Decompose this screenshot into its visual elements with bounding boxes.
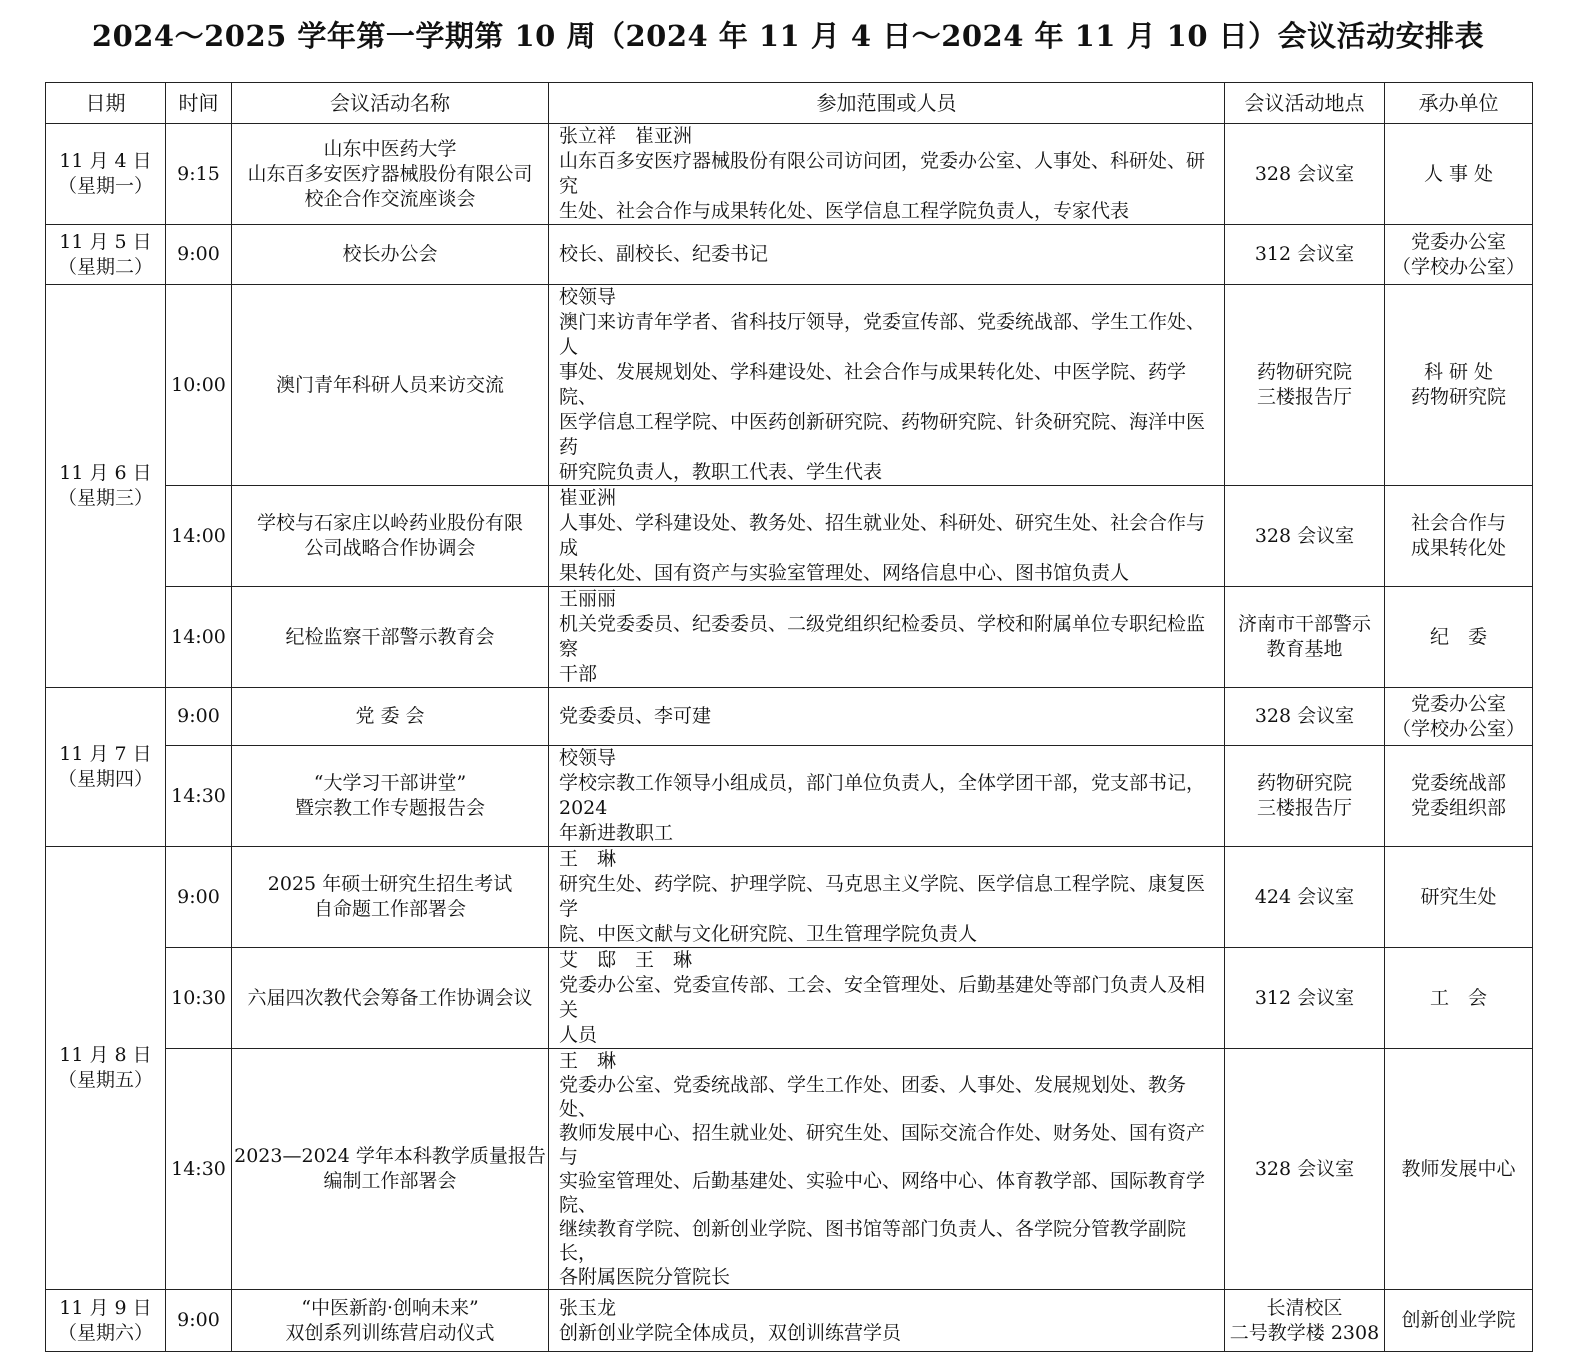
participants-cell: 校长、副校长、纪委书记 [549,225,1225,285]
location-cell: 328 会议室 [1225,1049,1385,1290]
time-cell: 14:30 [166,746,232,847]
location-cell: 长清校区 二号教学楼 2308 [1225,1290,1385,1352]
meeting-name-cell: 2023—2024 学年本科教学质量报告 编制工作部署会 [232,1049,549,1290]
time-cell: 9:00 [166,847,232,948]
host-unit-cell: 研究生处 [1385,847,1533,948]
meeting-name-cell: 澳门青年科研人员来访交流 [232,285,549,486]
table-row [46,285,1533,486]
participants-cell: 校领导 学校宗教工作领导小组成员，部门单位负责人，全体学团干部，党支部书记，2024 年新进教职工 [549,746,1225,847]
table-row [46,688,1533,746]
host-unit-cell: 工 会 [1385,948,1533,1049]
host-unit-cell: 纪 委 [1385,587,1533,688]
col-header-time: 时间 [166,83,232,124]
table-row [46,124,1533,225]
date-cell: 11 月 7 日 （星期四） [46,688,166,847]
host-unit-cell: 人 事 处 [1385,124,1533,225]
time-cell: 14:30 [166,1049,232,1290]
location-cell: 312 会议室 [1225,948,1385,1049]
meeting-name-cell: 六届四次教代会筹备工作协调会议 [232,948,549,1049]
meeting-name-cell: 2025 年硕士研究生招生考试 自命题工作部署会 [232,847,549,948]
host-unit-cell: 科 研 处 药物研究院 [1385,285,1533,486]
location-cell: 328 会议室 [1225,688,1385,746]
meeting-name-cell: “大学习干部讲堂” 暨宗教工作专题报告会 [232,746,549,847]
location-cell: 328 会议室 [1225,486,1385,587]
table-row [46,486,1533,587]
table-row [46,225,1533,285]
col-header-place: 会议活动地点 [1225,83,1385,124]
page-title: 2024～2025 学年第一学期第 10 周（2024 年 11 月 4 日～2024 年 11 月 10 日）会议活动安排表 [91,19,1485,53]
time-cell: 9:00 [166,688,232,746]
host-unit-cell: 社会合作与 成果转化处 [1385,486,1533,587]
table-row [46,948,1533,1049]
meeting-name-cell: 党 委 会 [232,688,549,746]
participants-cell: 王 琳 党委办公室、党委统战部、学生工作处、团委、人事处、发展规划处、教务处、 教师发展中心、招生就业处、研究生处、国际交流合作处、财务处、国有资产与 实验室管理处、后勤基建处、实验中心、网络中心、体育教学部、国际教育学院、 继续教育学院、创新创业学院、图书馆等部门负责人、各学院分管教学副院长， 各附属医院分管院长 [549,1049,1225,1290]
time-cell: 10:30 [166,948,232,1049]
meeting-name-cell: 山东中医药大学 山东百多安医疗器械股份有限公司 校企合作交流座谈会 [232,124,549,225]
time-cell: 10:00 [166,285,232,486]
date-cell: 11 月 9 日 （星期六） [46,1290,166,1352]
host-unit-cell: 创新创业学院 [1385,1290,1533,1352]
participants-cell: 王丽丽 机关党委委员、纪委委员、二级党组织纪检委员、学校和附属单位专职纪检监察 干部 [549,587,1225,688]
host-unit-cell: 党委办公室 （学校办公室） [1385,225,1533,285]
table-row [46,746,1533,847]
col-header-name: 会议活动名称 [232,83,549,124]
time-cell: 9:00 [166,225,232,285]
date-cell: 11 月 6 日 （星期三） [46,285,166,688]
meeting-name-cell: 学校与石家庄以岭药业股份有限 公司战略合作协调会 [232,486,549,587]
table-row [46,587,1533,688]
schedule-table [45,82,1533,1352]
host-unit-cell: 教师发展中心 [1385,1049,1533,1290]
table-row [46,847,1533,948]
host-unit-cell: 党委办公室 （学校办公室） [1385,688,1533,746]
participants-cell: 王 琳 研究生处、药学院、护理学院、马克思主义学院、医学信息工程学院、康复医学 院、中医文献与文化研究院、卫生管理学院负责人 [549,847,1225,948]
location-cell: 312 会议室 [1225,225,1385,285]
col-header-people: 参加范围或人员 [549,83,1225,124]
col-header-unit: 承办单位 [1385,83,1533,124]
location-cell: 药物研究院 三楼报告厅 [1225,746,1385,847]
meeting-name-cell: “中医新韵·创响未来” 双创系列训练营启动仪式 [232,1290,549,1352]
table-row [46,1049,1533,1290]
host-unit-cell: 党委统战部 党委组织部 [1385,746,1533,847]
time-cell: 14:00 [166,486,232,587]
time-cell: 9:15 [166,124,232,225]
date-cell: 11 月 5 日 （星期二） [46,225,166,285]
table-row [46,1290,1533,1352]
location-cell: 药物研究院 三楼报告厅 [1225,285,1385,486]
date-cell: 11 月 8 日 （星期五） [46,847,166,1290]
location-cell: 济南市干部警示 教育基地 [1225,587,1385,688]
table-header-row [46,83,1533,124]
time-cell: 14:00 [166,587,232,688]
location-cell: 424 会议室 [1225,847,1385,948]
participants-cell: 校领导 澳门来访青年学者、省科技厅领导，党委宣传部、党委统战部、学生工作处、人 事处、发展规划处、学科建设处、社会合作与成果转化处、中医学院、药学院、 医学信息工程学院、中医药创新研究院、药物研究院、针灸研究院、海洋中医药 研究院负责人，教职工代表、学生代表 [549,285,1225,486]
date-cell: 11 月 4 日 （星期一） [46,124,166,225]
location-cell: 328 会议室 [1225,124,1385,225]
meeting-name-cell: 校长办公会 [232,225,549,285]
participants-cell: 党委委员、李可建 [549,688,1225,746]
participants-cell: 艾 邸 王 琳 党委办公室、党委宣传部、工会、安全管理处、后勤基建处等部门负责人及相关 人员 [549,948,1225,1049]
meeting-name-cell: 纪检监察干部警示教育会 [232,587,549,688]
participants-cell: 崔亚洲 人事处、学科建设处、教务处、招生就业处、科研处、研究生处、社会合作与成 果转化处、国有资产与实验室管理处、网络信息中心、图书馆负责人 [549,486,1225,587]
participants-cell: 张立祥 崔亚洲 山东百多安医疗器械股份有限公司访问团，党委办公室、人事处、科研处、研究 生处、社会合作与成果转化处、医学信息工程学院负责人，专家代表 [549,124,1225,225]
col-header-date: 日期 [46,83,166,124]
time-cell: 9:00 [166,1290,232,1352]
participants-cell: 张玉龙 创新创业学院全体成员，双创训练营学员 [549,1290,1225,1352]
